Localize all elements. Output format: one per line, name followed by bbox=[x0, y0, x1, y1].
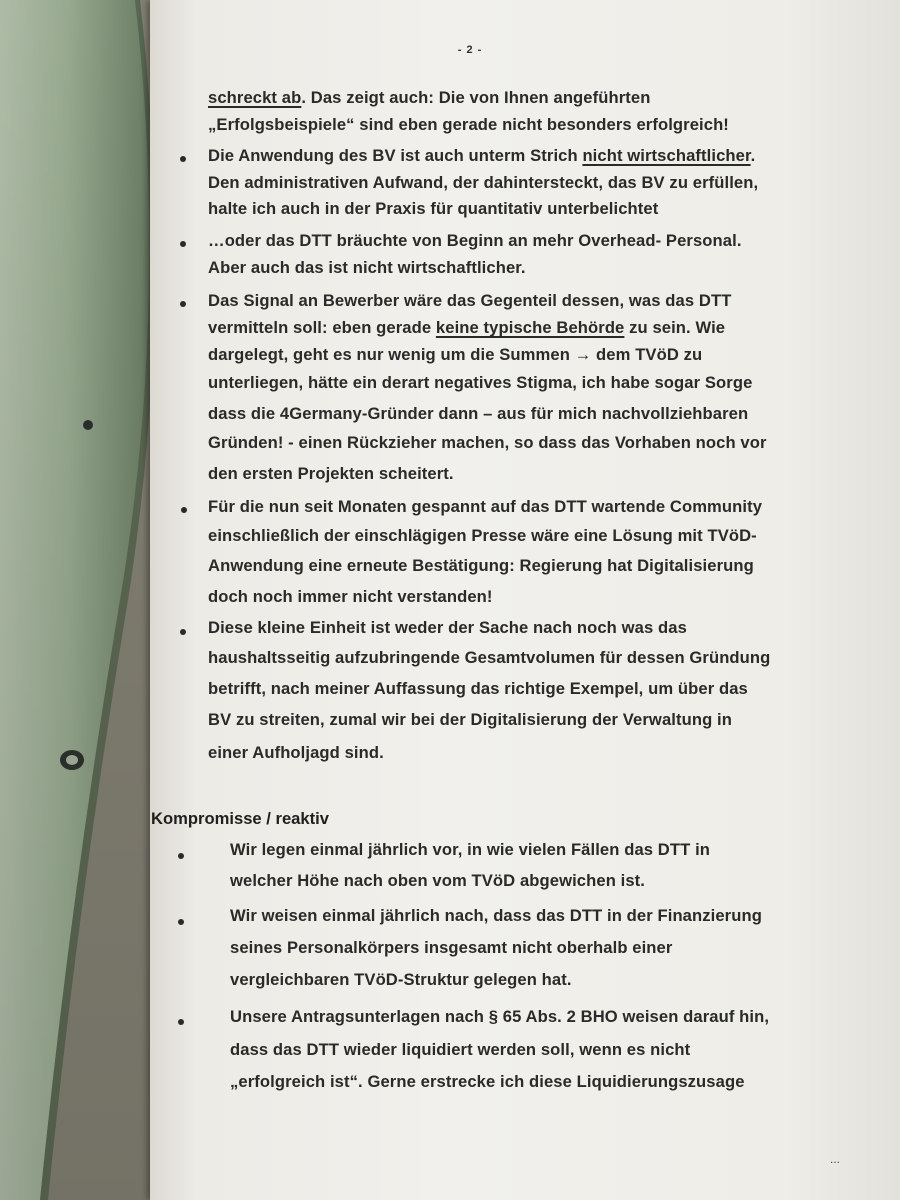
text-line: Wir legen einmal jährlich vor, in wie vielen Fällen das DTT in bbox=[230, 840, 711, 859]
bullet-dot bbox=[178, 919, 184, 925]
text-line: „erfolgreich ist“. Gerne erstrecke ich diese Liquidierungszusage bbox=[230, 1072, 745, 1091]
text-line: vergleichbaren TVöD-Struktur gelegen hat. bbox=[230, 970, 572, 989]
text-line: doch noch immer nicht verstanden! bbox=[208, 587, 493, 606]
bullet-dot bbox=[180, 241, 186, 247]
text-line: Wir weisen einmal jährlich nach, dass das DTT in der Finanzierung bbox=[230, 906, 762, 925]
underlined-phrase: nicht wirtschaftlicher bbox=[582, 146, 751, 165]
text-line: Unsere Antragsunterlagen nach § 65 Abs. 2 BHO weisen darauf hin, bbox=[230, 1007, 770, 1026]
continuation-dots: ... bbox=[830, 1152, 841, 1166]
bullet-dot bbox=[180, 156, 186, 162]
text-line: Diese kleine Einheit ist weder der Sache nach noch was das bbox=[208, 618, 687, 637]
text-line: seines Personalkörpers insgesamt nicht oberhalb einer bbox=[230, 938, 673, 957]
text-line: den ersten Projekten scheitert. bbox=[208, 464, 454, 483]
text-line: dass die 4Germany-Gründer dann – aus für mich nachvollziehbaren bbox=[208, 404, 749, 423]
text-line: Den administrativen Aufwand, der dahintersteckt, das BV zu erfüllen, bbox=[208, 173, 759, 192]
bullet-dot bbox=[181, 507, 187, 513]
binder-ring-hole bbox=[83, 420, 93, 430]
text-line: BV zu streiten, zumal wir bei der Digitalisierung der Verwaltung in bbox=[208, 710, 732, 729]
text-line: dargelegt, geht es nur wenig um die Summen → dem TVöD zu bbox=[208, 345, 703, 364]
bullet-dot bbox=[180, 301, 186, 307]
text-line: dass das DTT wieder liquidiert werden soll, wenn es nicht bbox=[230, 1040, 691, 1059]
text-line: Für die nun seit Monaten gespannt auf das DTT wartende Community bbox=[208, 497, 763, 516]
text-line: Gründen! - einen Rückzieher machen, so dass das Vorhaben noch vor bbox=[208, 433, 767, 452]
text-line: schreckt ab. Das zeigt auch: Die von Ihnen angeführten bbox=[208, 88, 651, 107]
text-line: Das Signal an Bewerber wäre das Gegenteil dessen, was das DTT bbox=[208, 291, 732, 310]
text-line: unterliegen, hätte ein derart negatives Stigma, ich habe sogar Sorge bbox=[208, 373, 753, 392]
text-line: welcher Höhe nach oben vom TVöD abgewichen ist. bbox=[230, 871, 646, 890]
text-line: einer Aufholjagd sind. bbox=[208, 743, 384, 762]
text-line: betrifft, nach meiner Auffassung das richtige Exempel, um über das bbox=[208, 679, 748, 698]
text-line: „Erfolgsbeispiele“ sind eben gerade nicht besonders erfolgreich! bbox=[208, 115, 729, 134]
page-number: - 2 - bbox=[457, 44, 483, 56]
text-line: haushaltsseitig aufzubringende Gesamtvolumen für dessen Gründung bbox=[208, 648, 771, 667]
text-line: Anwendung eine erneute Bestätigung: Regierung hat Digitalisierung bbox=[208, 556, 754, 575]
text-line: Aber auch das ist nicht wirtschaftlicher. bbox=[208, 258, 526, 277]
text-line: halte ich auch in der Praxis für quantitativ unterbelichtet bbox=[208, 199, 659, 218]
section-heading: Kompromisse / reaktiv bbox=[151, 809, 329, 828]
bullet-dot bbox=[178, 1019, 184, 1025]
text-line: einschließlich der einschlägigen Presse wäre eine Lösung mit TVöD- bbox=[208, 526, 757, 545]
text-line: vermitteln soll: eben gerade keine typische Behörde zu sein. Wie bbox=[208, 318, 726, 337]
bullet-dot bbox=[180, 629, 186, 635]
underlined-phrase: schreckt ab bbox=[208, 88, 302, 107]
underlined-phrase: keine typische Behörde bbox=[435, 318, 625, 337]
text-line: …oder das DTT bräuchte von Beginn an mehr Overhead- Personal. bbox=[208, 231, 742, 250]
bullet-dot bbox=[178, 853, 184, 859]
text-line: Die Anwendung des BV ist auch unterm Strich nicht wirtschaftlicher. bbox=[208, 146, 756, 165]
